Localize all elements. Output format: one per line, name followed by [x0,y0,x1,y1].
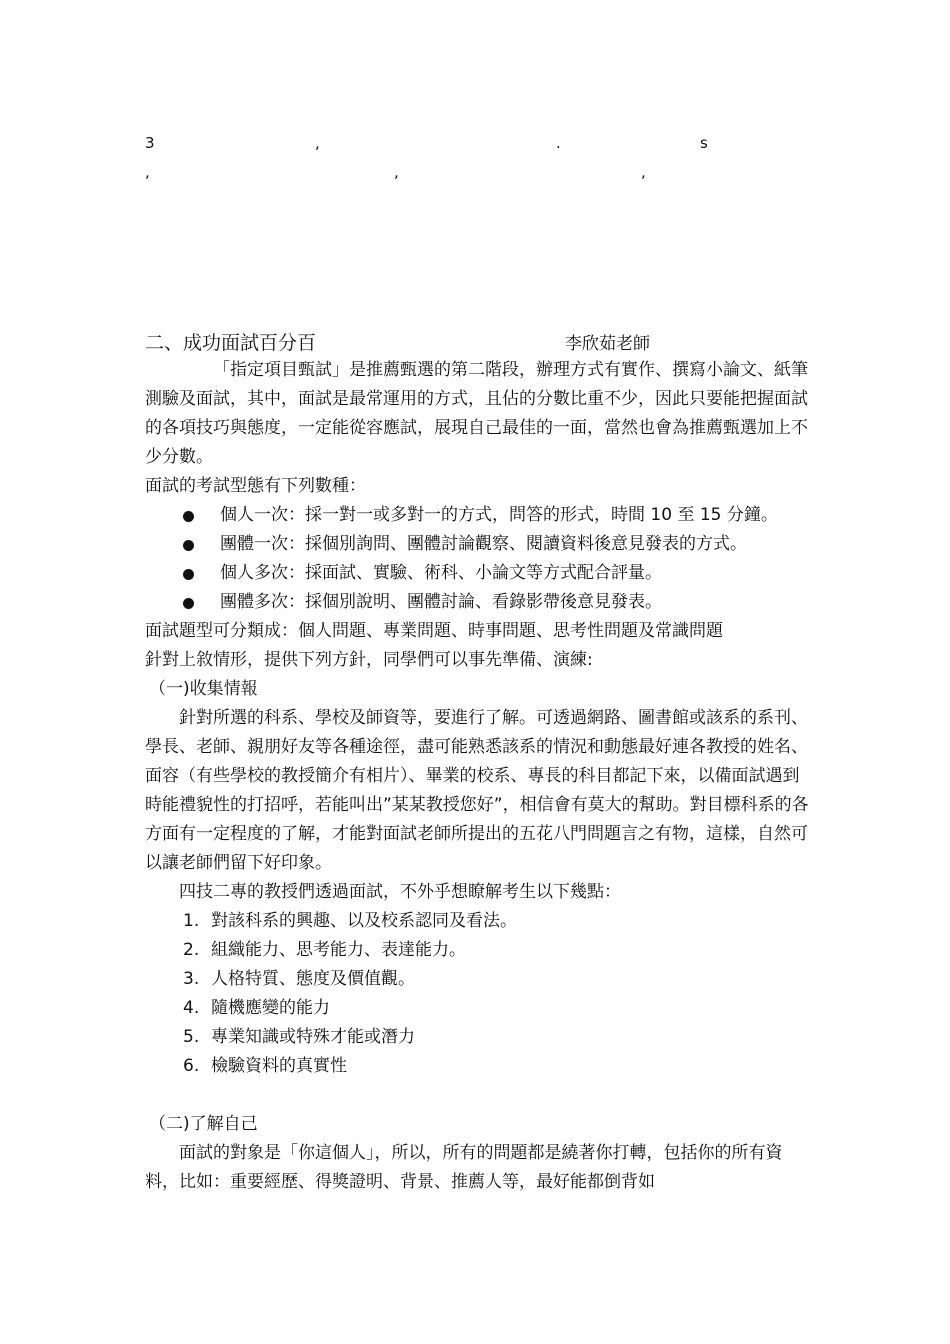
header-fragment: , [145,163,150,181]
header-fragment: . [556,134,561,152]
list-item: 3. 人格特質、態度及價值觀。 [183,969,415,989]
section-heading: 二、成功面試百分百 [145,332,317,354]
section-body: 面試的對象是「你這個人」，所以，所有的問題都是繞著你打轉，包括你的所有資料，比如：重要經歷、得獎證明、背景、推薦人等，最好能都倒背如 [145,1143,783,1192]
numbered-list [145,907,810,1081]
categories-text: 面試題型可分類成：個人問題、專業問題、時事問題、思考性問題及常識問題 [145,621,723,641]
list-item: 6. 檢驗資料的真實性 [183,1056,347,1076]
section-title: （二)了解自己 [149,1114,258,1134]
header-fragment: 3 [145,134,155,152]
intro-paragraph: 「指定項目甄試」是推薦甄選的第二階段，辦理方式有實作、撰寫小論文、紙筆測驗及面試，其中，面試是最常運用的方式，且佔的分數比重不少，因此只要能把握面試的各項技巧與態度，一定能從容應試，展現自己最佳的一面，當然也會為推薦甄選加上不少分數。 [145,360,808,467]
interview-types-list [145,501,810,617]
list-item: 團體多次：採個別說明、團體討論、看錄影帶後意見發表。 [145,588,810,617]
header-fragment: s [700,134,708,152]
author-name: 李欣茹老師 [565,334,650,354]
types-intro: 面試的考試型態有下列數種： [145,476,366,496]
article-body [145,356,810,1197]
section-title: （一)收集情報 [149,679,258,699]
header-fragment: , [394,163,399,181]
bullet-icon [183,540,194,551]
list-item: 2. 組織能力、思考能力、表達能力。 [183,940,466,960]
spacer [145,1081,810,1110]
bullet-icon [183,598,194,609]
list-item: 5. 專業知識或特殊才能或潛力 [183,1027,415,1047]
list-item: 團體一次：採個別詢問、團體討論觀察、閱讀資料後意見發表的方式。 [145,530,810,559]
list-intro: 四技二專的教授們透過面試，不外乎想瞭解考生以下幾點： [179,882,621,902]
list-item: 4. 隨機應變的能力 [183,998,330,1018]
bullet-icon [183,569,194,580]
bullet-icon [183,511,194,522]
list-item: 個人一次：採一對一或多對一的方式，問答的形式，時間 10 至 15 分鐘。 [145,501,810,530]
section-body: 針對所選的科系、學校及師資等，要進行了解。可透過網路、圖書館或該系的系刊、學長、老師、親朋好友等各種途徑，盡可能熟悉該系的情況和動態最好連各教授的姓名、面容（有些學校的教授簡介有相片）、畢業的校系、專長的科目都記下來，以備面試遇到時能禮貌性的打招呼，若能叫出”某某教授您好”，相信會有莫大的幫助。對目標科系的各方面有一定程度的了解，才能對面試老師所提出的五花八門問題言之有物，這樣，自然可以讓老師們留下好印象。 [145,708,809,873]
header-fragment: , [315,134,320,152]
header-fragment: , [641,163,646,181]
list-item: 個人多次：採面試、實驗、術科、小論文等方式配合評量。 [145,559,810,588]
list-item: 1. 對該科系的興趣、以及校系認同及看法。 [183,911,517,931]
prep-text: 針對上敘情形，提供下列方針，同學們可以事先準備、演練: [145,650,593,670]
